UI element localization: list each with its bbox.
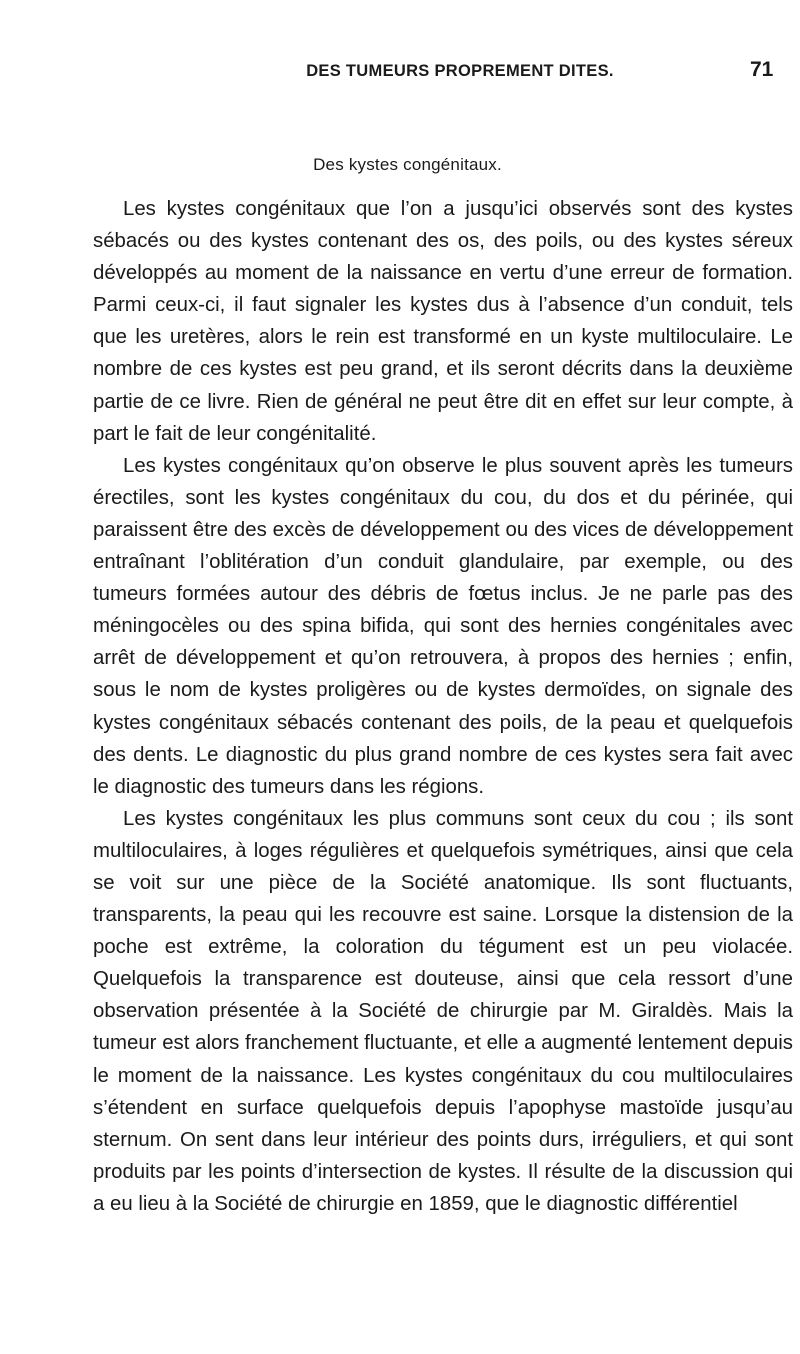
- body-text: [93, 193, 793, 1220]
- page-number: 71: [750, 58, 774, 81]
- paragraph: Les kystes congénitaux les plus communs sont ceux du cou ; ils sont multiloculaires, à loges régulières et quelquefois symétriques, ainsi que cela se voit sur une pièce de la Société anatomique. Ils sont fluctuants, transparents, la peau qui les recouvre est saine. Lorsque la distension de la poche est extrême, la coloration du tégument est un peu violacée. Quelquefois la transparence est douteuse, ainsi que cela ressort d’une observation présentée à la Société de chirurgie par M. Giraldès. Mais la tumeur est alors franchement fluctuante, et elle a augmenté lentement depuis le moment de la naissance. Les kystes congénitaux du cou multiloculaires s’étendent en surface quelquefois depuis l’apophyse mastoïde jusqu’au sternum. On sent dans leur intérieur des points durs, irréguliers, et qui sont produits par les points d’intersection de kystes. Il résulte de la discussion qui a eu lieu à la Société de chirurgie en 1859, que le diagnostic différentiel: [93, 807, 793, 1215]
- running-head: DES TUMEURS PROPREMENT DITES.: [306, 62, 614, 80]
- paragraph: Les kystes congénitaux que l’on a jusqu’ici observés sont des kystes sébacés ou des kystes contenant des os, des poils, ou des kystes séreux développés au moment de la naissance en vertu d’une erreur de formation. Parmi ceux-ci, il faut signaler les kystes dus à l’absence d’un conduit, tels que les uretères, alors le rein est transformé en un kyste multiloculaire. Le nombre de ces kystes est peu grand, et ils seront décrits dans la deuxième partie de ce livre. Rien de général ne peut être dit en effet sur leur compte, à part le fait de leur congénitalité.: [93, 198, 793, 445]
- paragraph: Les kystes congénitaux qu’on observe le plus souvent après les tumeurs érectiles, sont les kystes congénitaux du cou, du dos et du périnée, qui paraissent être des excès de développement ou des vices de développement entraînant l’oblitération d’un conduit glandulaire, par exemple, ou des tumeurs formées autour des débris de fœtus inclus. Je ne parle pas des méningocèles ou des spina bifida, qui sont des hernies congénitales avec arrêt de développement et qu’on retrouvera, à propos des hernies ; enfin, sous le nom de kystes proligères ou de kystes dermoïdes, on signale des kystes congénitaux sébacés contenant des poils, de la peau et quelquefois des dents. Le diagnostic du plus grand nombre de ces kystes sera fait avec le diagnostic des tumeurs dans les régions.: [93, 454, 793, 798]
- section-title: Des kystes congénitaux.: [313, 155, 502, 174]
